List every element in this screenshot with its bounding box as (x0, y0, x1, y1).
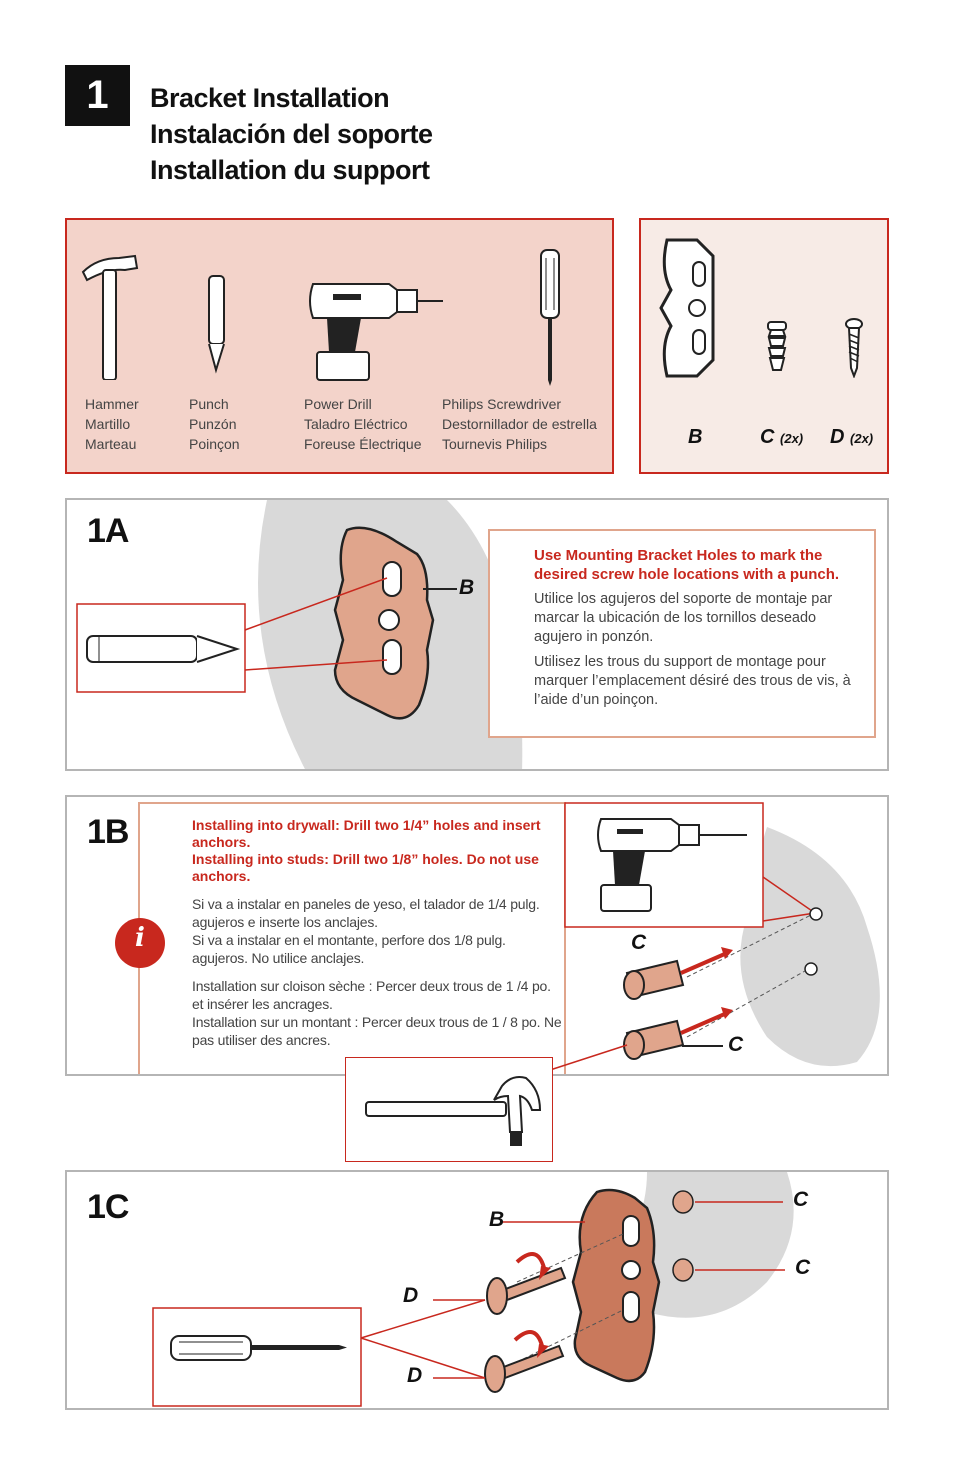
instruction-text-1b (192, 817, 562, 1049)
step-number: 1 (65, 65, 130, 126)
instruction-spanish-drywall: Si va a instalar en paneles de yeso, el talador de 1/4 pulg. agujeros e inserte los anclajes. (192, 896, 540, 930)
bracket-1c (573, 1190, 659, 1381)
bracket-hole-bottom (383, 640, 401, 674)
instruction-english-drywall: Installing into drywall: Drill two 1/4” holes and insert anchors. (192, 817, 541, 850)
instruction-spanish-studs: Si va a instalar en el montante, perfore dos 1/8 pulg. agujeros. No utilice anclajes. (192, 932, 506, 966)
bracket-part-icon (657, 236, 723, 380)
bracket-hole-middle (379, 610, 399, 630)
part-label-d: D (2x) (830, 426, 874, 448)
callout-c-1c-top: C (793, 1188, 809, 1211)
callout-c-1b-bottom: C (728, 1033, 744, 1056)
callout-d-1c-top: D (403, 1284, 419, 1307)
punch-icon (204, 274, 230, 374)
drilled-hole-bottom (805, 963, 817, 975)
step-label-1c: 1C (87, 1188, 129, 1226)
hammer-icon (79, 250, 139, 380)
callout-d-1c-bottom: D (407, 1364, 423, 1387)
part-label-c: C (2x) (760, 426, 804, 448)
instruction-french-1a: Utilisez les trous du support de montage pour marquer l’emplacement désiré des trous de vis, à l’aide d’un poinçon. (534, 654, 851, 708)
callout-c-1b-top: C (631, 931, 647, 954)
anchor-1c-top (673, 1191, 693, 1213)
tool-label-hammer: Hammer Martillo Marteau (85, 396, 139, 452)
title-english: Bracket Installation (150, 83, 390, 113)
callout-b-1a: B (459, 576, 475, 599)
hammer-inset-box (345, 1057, 553, 1162)
anchor-1b-top (624, 961, 683, 999)
instruction-text-1a (534, 546, 868, 710)
instruction-spanish-1a: Utilice los agujeros del soporte de montaje par marcar la ubicación de los tornillos deseado agujero in ponzón. (534, 591, 833, 645)
callout-b-1c: B (489, 1208, 505, 1231)
part-label-b: B (688, 426, 703, 448)
step-1a-panel (65, 498, 889, 771)
anchor-1c-bottom (673, 1259, 693, 1281)
screw-1c-bottom (485, 1332, 563, 1392)
instruction-english-1a: Use Mounting Bracket Holes to mark the desired screw hole locations with a punch. (534, 547, 840, 583)
hammer-inset-icon (362, 1070, 542, 1150)
drilled-hole-top (810, 908, 822, 920)
parts-panel (639, 218, 889, 474)
screwdriver-icon (537, 248, 563, 388)
step-label-1b: 1B (87, 813, 129, 851)
instruction-french-studs: Installation sur un montant : Percer deux trous de 1 / 8 po. Ne pas utiliser des ancres. (192, 1014, 562, 1048)
instruction-french-drywall: Installation sur cloison sèche : Percer deux trous de 1 /4 po. et insérer les ancrages. (192, 978, 551, 1012)
step-1c-panel (65, 1170, 889, 1410)
power-drill-icon (305, 278, 445, 383)
tool-label-punch: Punch Punzón Poinçon (189, 396, 240, 452)
step-1b-panel (65, 795, 889, 1076)
tool-label-power-drill: Power Drill Taladro Eléctrico Foreuse Électrique (304, 396, 422, 452)
instruction-english-studs: Installing into studs: Drill two 1/8” holes. Do not use anchors. (192, 851, 539, 884)
page-title (150, 80, 433, 188)
screw-1c-top (487, 1254, 565, 1314)
title-spanish: Instalación del soporte (150, 119, 433, 149)
step-label-1a: 1A (87, 512, 129, 550)
screw-part-icon (844, 318, 864, 378)
anchor-part-icon (765, 320, 789, 376)
tool-label-screwdriver: Philips Screwdriver Destornillador de estrella Tournevis Philips (442, 396, 597, 452)
callout-c-1c-bottom: C (795, 1256, 811, 1279)
anchor-1b-bottom (624, 1021, 683, 1059)
info-icon-glyph: i (135, 923, 145, 953)
tools-panel (65, 218, 614, 474)
step-1c-illustration (67, 1172, 889, 1410)
title-french: Installation du support (150, 155, 430, 185)
